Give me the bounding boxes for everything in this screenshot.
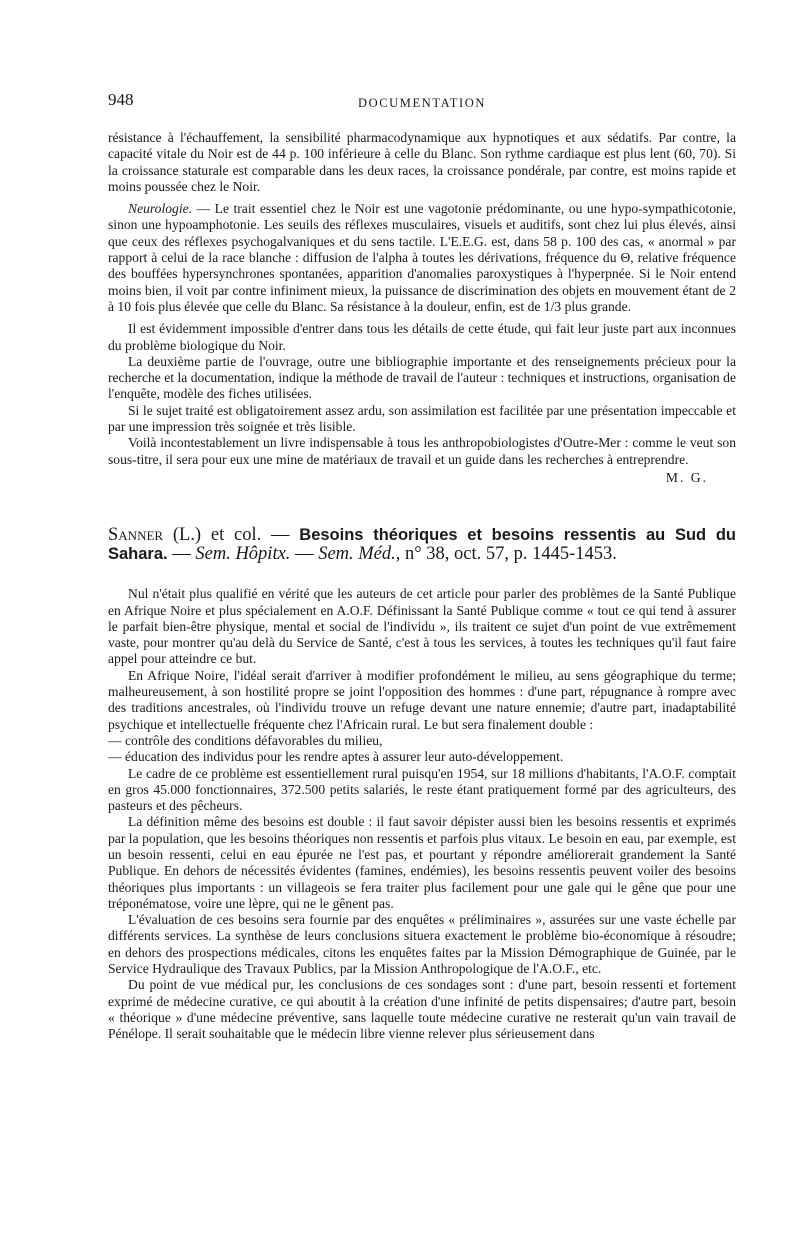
review2-title: Besoins théoriques et besoins ressentis au Sud du Sahara. — [108, 526, 737, 564]
review2-journal-1: Sem. Hôpitx. — [195, 544, 291, 565]
review2-citation: , n° 38, oct. 57, p. 1445-1453. — [395, 544, 617, 565]
review2-dash-item-2: — éducation des individus pour les rendre aptes à assurer leur auto-développement. — [108, 749, 564, 765]
review2-paragraph-2: En Afrique Noire, l'idéal serait d'arriver à modifier profondément le milieu, au sens géographique du terme; malheureusement, à son hostilité propre se joint l'opposition des hommes : d'une part, répugnance à rompre avec des traditions ancestrales, où l'individu trouve un refuge devant une nature ennemie; d'autre part, inadaptabilité psychique et intellectuelle fréquente chez l'Africain rural. Le but sera finalement double : — [108, 667, 736, 732]
neurologie-lead: Neurologie. — [128, 201, 193, 217]
review2-paragraph-3: Le cadre de ce problème est essentiellement rural puisqu'en 1954, sur 18 millions d'habitants, l'A.O.F. comptait en gros 45.000 fonctionnaires, 372.500 petits salariés, le reste étant pratiquement formé par des agriculteurs, des pasteurs et des pêcheurs. — [108, 765, 736, 814]
review2-dash-item-1: — contrôle des conditions défavorables du milieu, — [108, 732, 383, 748]
review1-paragraph-2 — [108, 201, 736, 315]
page-header — [108, 92, 736, 114]
review2-paragraph-5: L'évaluation de ces besoins sera fournie par des enquêtes « préliminaires », assurées sur une vaste échelle par différents services. La synthèse de leurs conclusions situera exactement le problème bio-économique à résoudre; en dehors des prospections médicales, citons les enquêtes faites par la Mission Démographique de Guinée, par le Service Hydraulique des Travaux Publics, par la Mission Anthropologique de l'A.O.F., etc. — [108, 912, 736, 977]
review1-paragraph-5: Si le sujet traité est obligatoirement assez ardu, son assimilation est facilitée par une présentation impeccable et par une impression très soignée et très lisible. — [108, 402, 736, 435]
review2-et-col: et col. — — [201, 525, 300, 546]
review1-paragraph-3: Il est évidemment impossible d'entrer dans tous les détails de cette étude, qui fait leur juste part aux inconnues du problème biologique du Noir. — [108, 321, 736, 353]
review2-author: Sanner (L.) — [108, 525, 202, 546]
running-title: DOCUMENTATION — [357, 96, 487, 110]
review2-paragraph-6: Du point de vue médical pur, les conclusions de ces sondages sont : d'une part, besoin ressenti et fortement exprimé de médecine curative, ce qui aboutit à la création d'une infinité de petits dispensaires; d'autre part, besoin « théorique » d'une médecine préventive, sans laquelle toute médecine curative ne resterait qu'un vain travail de Pénélope. Il serait souhaitable que le médecin libre vienne relever plus sérieusement dans — [108, 977, 736, 1042]
review1-paragraph-6: Voilà incontestablement un livre indispensable à tous les anthropobiologistes d'Outre-Mer : comme le veut son sous-titre, il sera pour eux une mine de matériaux de travail et un guide dans les recherches à entreprendre. — [108, 435, 736, 467]
document-page — [108, 92, 736, 1043]
review2-journal-2: Sem. Méd. — [318, 544, 396, 565]
review1-signature: M. G. — [665, 469, 708, 485]
review2-dash-2: — — [290, 544, 319, 565]
review2-dash: — — [167, 544, 196, 565]
review1-paragraph-2-text: — Le trait essentiel chez le Noir est une vagotonie prédominante, ou une hypo-sympathicotonie, sinon une hypoamphotonie. Les seuils des réflexes musculaires, visuels et auditifs, sont chez lui plus élevés, ainsi que ceux des réflexes psychogalvaniques et du sens tactile. L'E.E.G. est, dans 58 p. 100 des cas, « anormal » par rapport à celui de la race blanche : diffusion de l'alpha à toutes les dérivations, fréquence du Θ, relative fréquence des bouffées hypersynchrones spontanées, apparition d'anomalies paroxystiques à l'hyperpnée. Si le Noir entend moins bien, il voit par contre infiniment mieux, la puissance de discrimination des objets en mouvement étant de 2 à 10 fois plus élevée que celle du Blanc. Sa résistance à la douleur, enfin, est de 1/3 plus grande. — [108, 201, 736, 314]
review2-heading — [108, 526, 736, 564]
review2-paragraph-1: Nul n'était plus qualifié en vérité que les auteurs de cet article pour parler des problèmes de la Santé Publique en Afrique Noire et plus spécialement en A.O.F. Définissant la Santé Publique comme « tout ce qui tend à assurer le parfait bien-être physique, mental et social de l'individu », ils traitent ce sujet d'un point de vue extrêmement vaste, pour montrer qu'au delà du Service de Santé, c'est à tous les services, à toutes les techniques qu'il faut faire appel pour atteindre ce but. — [108, 586, 736, 667]
page-number: 948 — [108, 90, 134, 109]
review2-paragraph-4: La définition même des besoins est double : il faut savoir dépister aussi bien les besoins ressentis et exprimés par la population, que les besoins théoriques non ressentis et parfois plus vitaux. Le besoin en eau, par exemple, est un besoin ressenti, celui en eau épurée ne l'est pas, et pourtant y répondre améliorerait grandement la Santé Publique. En dehors de nécessités évidentes (famines, endémies), les besoins ressentis peuvent voiler des besoins théoriques plus importants : un villageois se fera traiter plus facilement pour une gale qui le gêne que pour une tréponématose, voire une lèpre, qui ne le gênent pas. — [108, 814, 736, 911]
review1-paragraph-1: résistance à l'échauffement, la sensibilité pharmacodynamique aux hypnotiques et aux sédatifs. Par contre, la capacité vitale du Noir est de 44 p. 100 inférieure à celle du Blanc. Son rythme cardiaque est plus lent (60, 70). Si la croissance staturale est comparable dans les deux races, la croissance pondérale, par contre, est moins rapide et moins poussée chez le Noir. — [108, 130, 736, 194]
review1-paragraph-4: La deuxième partie de l'ouvrage, outre une bibliographie importante et des renseignements précieux pour la recherche et la documentation, indique la méthode de travail de l'auteur : techniques et instructions, organisation de l'enquête, modèle des fiches utilisées. — [108, 353, 736, 402]
